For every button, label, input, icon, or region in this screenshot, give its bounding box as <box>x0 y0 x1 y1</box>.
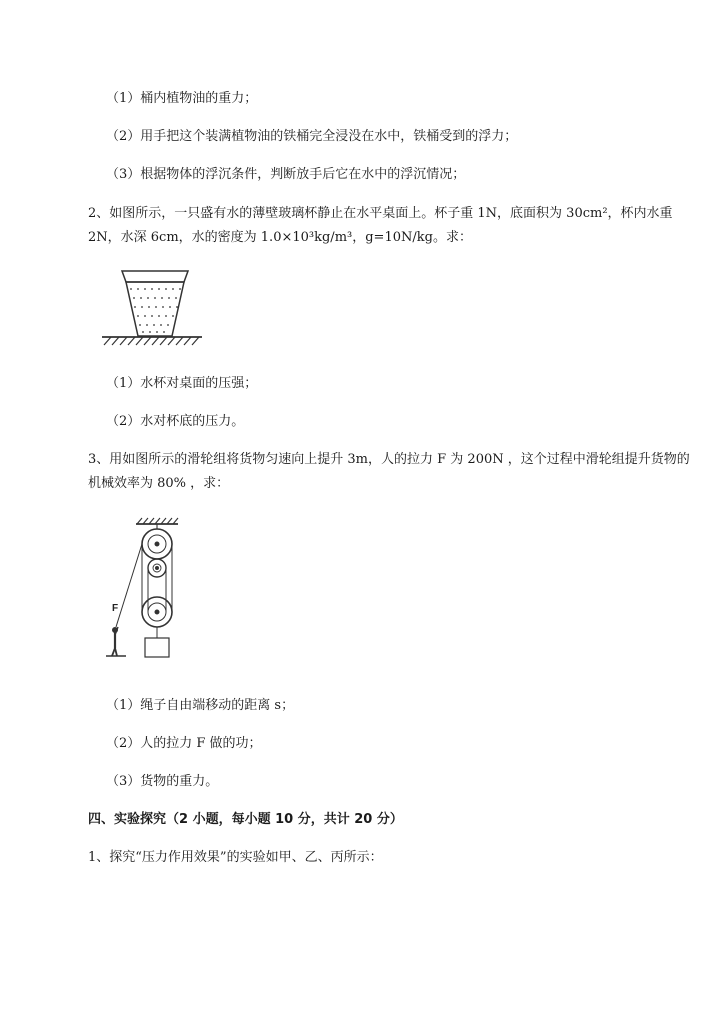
problem-3-part-3: （3）货物的重力。 <box>106 774 219 789</box>
problem-1-part-2: （2）用手把这个装满植物油的铁桶完全浸没在水中，铁桶受到的浮力； <box>106 129 518 144</box>
problem-2-part-1: （1）水杯对桌面的压强； <box>106 376 258 391</box>
problem-3-line-1: 3、用如图所示的滑轮组将货物匀速向上提升 3m，人的拉力 F 为 200N ，这个过程中滑轮组提升货物的 <box>88 452 690 467</box>
person <box>106 627 126 656</box>
problem-1-part-3: （3）根据物体的浮沉条件，判断放手后它在水中的浮沉情况； <box>106 167 466 182</box>
water-hatch <box>130 288 181 333</box>
problem-2-line-2: 2N，水深 6cm，水的密度为 1.0×10³kg/m³，g=10N/kg。求： <box>88 230 472 245</box>
problem-3-part-1: （1）绳子自由端移动的距离 s； <box>106 698 295 713</box>
table-surface <box>102 337 202 345</box>
movable-pulley <box>142 597 172 638</box>
force-label-f: F <box>112 603 119 614</box>
fixed-pulleys <box>142 529 172 577</box>
water-cup-figure <box>98 265 206 351</box>
cup <box>122 271 188 336</box>
pulley-system-figure <box>100 515 190 665</box>
problem-3-line-2: 机械效率为 80% ，求： <box>88 476 230 491</box>
ceiling <box>136 518 178 529</box>
problem-1-part-1: （1）桶内植物油的重力； <box>106 91 258 106</box>
ropes <box>116 544 172 627</box>
cargo-box <box>145 638 169 657</box>
problem-3-part-2: （2）人的拉力 F 做的功； <box>106 736 262 751</box>
section-4-heading: 四、实验探究（2 小题，每小题 10 分，共计 20 分） <box>88 812 403 827</box>
problem-2-part-2: （2）水对杯底的压力。 <box>106 414 245 429</box>
problem-2-line-1: 2、如图所示，一只盛有水的薄壁玻璃杯静止在水平桌面上。杯子重 1N，底面积为 30cm²，杯内水重 <box>88 206 673 221</box>
section-4-problem-1: 1、探究“压力作用效果”的实验如甲、乙、丙所示： <box>88 850 383 865</box>
